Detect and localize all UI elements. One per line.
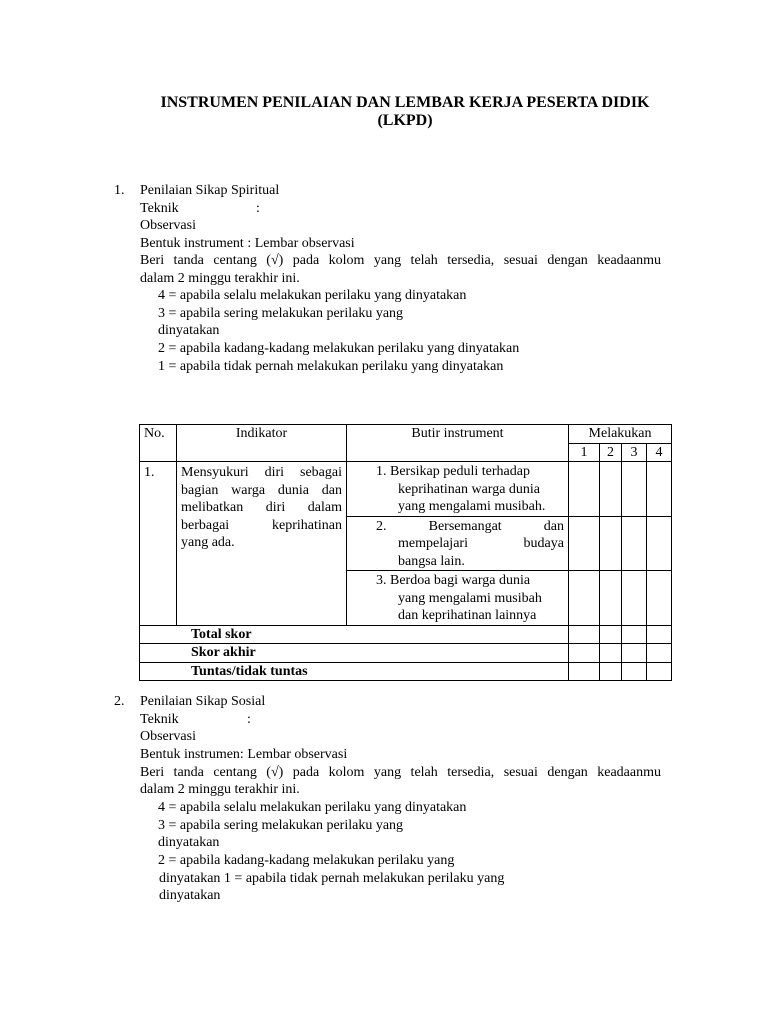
indikator-cell: [177, 462, 347, 626]
score-cell[interactable]: [647, 644, 672, 663]
score-cell[interactable]: [622, 625, 647, 644]
score-cell[interactable]: [622, 571, 647, 626]
section2-teknik-label: Teknik: [140, 712, 179, 727]
tuntas-label: Tuntas/tidak tuntas: [140, 662, 569, 681]
indikator-line: berbagai keprihatinan: [181, 517, 342, 533]
section1-scale-1: 1 = apabila tidak pernah melakukan perilaku yang dinyatakan: [158, 359, 504, 374]
score-cell[interactable]: [647, 516, 672, 571]
row-number: 1.: [140, 462, 177, 626]
score-cell[interactable]: [569, 516, 600, 571]
score-cell[interactable]: [600, 516, 622, 571]
butir-line: yang mengalami musibah.: [398, 499, 546, 514]
section2-scale-1-cont: dinyatakan: [159, 888, 221, 903]
butir-line: yang mengalami musibah: [398, 590, 542, 606]
section2-heading: Penilaian Sikap Sosial: [140, 694, 266, 709]
score-header-2: 2: [600, 443, 622, 462]
score-cell[interactable]: [622, 662, 647, 681]
section2-instruction-line2: dalam 2 minggu terakhir ini.: [140, 782, 300, 797]
score-header-1: 1: [569, 443, 600, 462]
section1-number: 1.: [114, 183, 125, 198]
score-cell[interactable]: [569, 625, 600, 644]
section1-scale-3: 3 = apabila sering melakukan perilaku yang: [158, 306, 404, 321]
butir-item-3: [347, 571, 569, 626]
section1-bentuk: Bentuk instrument : Lembar observasi: [140, 236, 355, 251]
score-header-4: 4: [647, 443, 672, 462]
document-title: INSTRUMEN PENILAIAN DAN LEMBAR KERJA PESERTA DIDIK: [160, 94, 650, 111]
score-cell[interactable]: [600, 571, 622, 626]
section2-scale-2-cont: dinyatakan 1 = apabila tidak pernah melakukan perilaku yang: [159, 871, 505, 886]
score-cell[interactable]: [600, 644, 622, 663]
score-cell[interactable]: [600, 462, 622, 517]
indikator-line: Mensyukuri diri sebagai: [181, 465, 342, 480]
skor-akhir-label: Skor akhir: [140, 644, 569, 663]
indikator-line: melibatkan diri dalam: [181, 500, 342, 515]
butir-line: 3. Berdoa bagi warga dunia: [376, 573, 531, 588]
score-cell[interactable]: [622, 462, 647, 517]
section1-teknik-label: Teknik: [140, 201, 179, 216]
butir-line: 1. Bersikap peduli terhadap: [376, 464, 530, 479]
score-cell[interactable]: [569, 462, 600, 517]
butir-item-1: [347, 462, 569, 517]
score-cell[interactable]: [647, 571, 672, 626]
section1-heading: Penilaian Sikap Spiritual: [140, 183, 280, 198]
score-cell[interactable]: [647, 662, 672, 681]
indikator-line: bagian warga dunia dan: [181, 482, 342, 498]
header-indikator: Indikator: [177, 425, 347, 462]
section2-number: 2.: [114, 694, 125, 709]
section2-instruction-line1: Beri tanda centang (√) pada kolom yang telah tersedia, sesuai dengan keadaanmu: [140, 765, 661, 780]
score-header-3: 3: [622, 443, 647, 462]
butir-line: keprihatinan warga dunia: [398, 481, 541, 497]
section2-scale-3-cont: dinyatakan: [158, 835, 220, 850]
section1-scale-2: 2 = apabila kadang-kadang melakukan perilaku yang dinyatakan: [158, 341, 520, 356]
header-butir: Butir instrument: [347, 425, 569, 462]
section2-scale-2: 2 = apabila kadang-kadang melakukan perilaku yang: [158, 853, 455, 868]
score-cell[interactable]: [569, 571, 600, 626]
section2-teknik-colon: :: [247, 712, 251, 727]
butir-line: 2. Bersemangat dan: [376, 518, 564, 534]
section1-instruction-line1: Beri tanda centang (√) pada kolom yang telah tersedia, sesuai dengan keadaanmu: [140, 253, 661, 268]
header-no: No.: [140, 425, 177, 462]
butir-item-2: [347, 516, 569, 571]
document-subtitle: (LKPD): [377, 112, 433, 129]
header-melakukan: Melakukan: [569, 425, 672, 444]
total-skor-label: Total skor: [140, 625, 569, 644]
indikator-line: yang ada.: [181, 535, 235, 550]
score-cell[interactable]: [600, 625, 622, 644]
score-cell[interactable]: [600, 662, 622, 681]
section2-scale-4: 4 = apabila selalu melakukan perilaku yang dinyatakan: [158, 800, 467, 815]
section1-scale-4: 4 = apabila selalu melakukan perilaku yang dinyatakan: [158, 288, 467, 303]
section1-teknik-value: Observasi: [140, 218, 196, 233]
section2-bentuk: Bentuk instrumen: Lembar observasi: [140, 747, 348, 762]
score-cell[interactable]: [569, 662, 600, 681]
section1-instruction-line2: dalam 2 minggu terakhir ini.: [140, 271, 300, 286]
section1-scale-3-cont: dinyatakan: [158, 323, 220, 338]
butir-line: bangsa lain.: [398, 553, 465, 569]
butir-line: mempelajari budaya: [398, 536, 564, 551]
score-cell[interactable]: [569, 644, 600, 663]
score-cell[interactable]: [622, 516, 647, 571]
butir-line: dan keprihatinan lainnya: [398, 608, 537, 623]
score-cell[interactable]: [622, 644, 647, 663]
score-cell[interactable]: [647, 462, 672, 517]
section2-teknik-value: Observasi: [140, 729, 196, 744]
section1-teknik-colon: :: [256, 201, 260, 216]
score-cell[interactable]: [647, 625, 672, 644]
section2-scale-3: 3 = apabila sering melakukan perilaku yang: [158, 818, 404, 833]
observation-table: [139, 424, 672, 681]
